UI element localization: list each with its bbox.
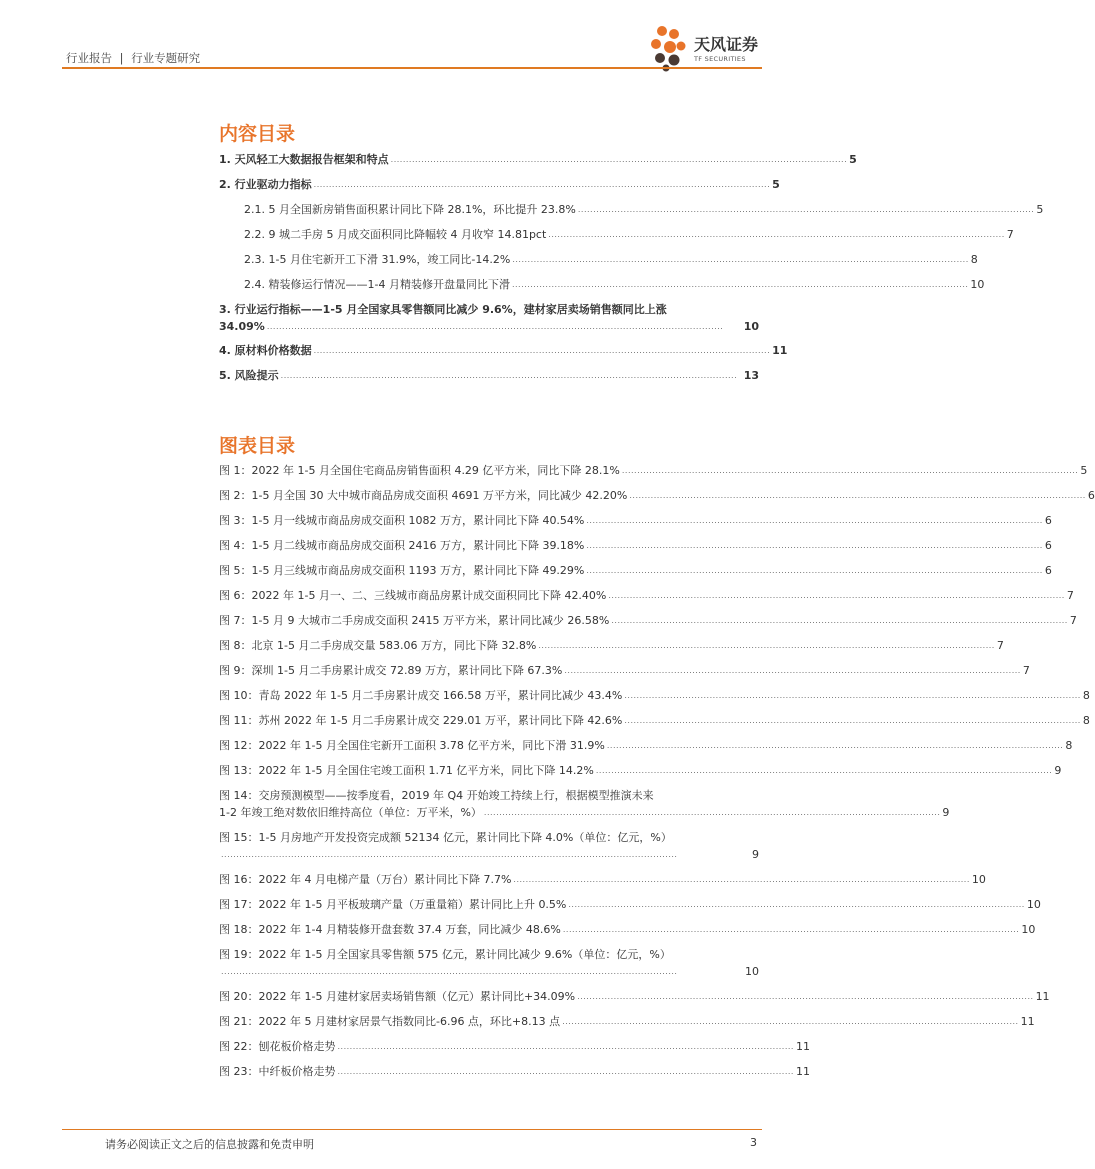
toc-item[interactable]: 4. 原材料价格数据 ...................................................................................................................................................... 11 (219, 344, 788, 357)
toc-item[interactable]: 5. 风险提示 ...................................................................................................................................................... 13 (219, 369, 759, 382)
footer-disclaimer: 请务必阅读正文之后的信息披露和免责申明 (105, 1138, 314, 1151)
figure-item[interactable]: 图 17：2022 年 1-5 月平板玻璃产量（万重量箱）累计同比上升 0.5% ...................................................................................................................................................... 10 (219, 898, 1041, 911)
figure-item[interactable]: 图 14：交房预测模型——按季度看，2019 年 Q4 开始竣工持续上行，根据模型推演未来 1-2 年竣工绝对数依旧维持高位（单位：万平米，%） ...................................................................................................................................................... 9 (219, 789, 950, 819)
logo-subtext: TF SECURITIES (694, 55, 746, 63)
figure-item[interactable]: 图 9：深圳 1-5 月二手房累计成交 72.89 万方，累计同比下降 67.3% ...................................................................................................................................................... 7 (219, 664, 1030, 677)
figure-item[interactable]: 图 11：苏州 2022 年 1-5 月二手房累计成交 229.01 万平，累计同比下降 42.6% ...................................................................................................................................................... 8 (219, 714, 1090, 727)
page-number: 3 (750, 1136, 757, 1149)
figure-item[interactable]: 图 10：青岛 2022 年 1-5 月二手房累计成交 166.58 万平，累计同比减少 43.4% ...................................................................................................................................................... 8 (219, 689, 1090, 702)
figure-item[interactable]: 图 4：1-5 月二线城市商品房成交面积 2416 万方，累计同比下降 39.18% ...................................................................................................................................................... 6 (219, 539, 1052, 552)
toc-item[interactable]: 3. 行业运行指标——1-5 月全国家具零售额同比减少 9.6%，建材家居卖场销售额同比上涨 34.09% ...................................................................................................................................................... 10 (219, 303, 759, 333)
figure-item[interactable]: 图 13：2022 年 1-5 月全国住宅竣工面积 1.71 亿平方米，同比下降 14.2% ...................................................................................................................................................... 9 (219, 764, 1062, 777)
report-category (66, 50, 200, 66)
figure-item[interactable]: 图 19：2022 年 1-5 月全国家具零售额 575 亿元，累计同比减少 9.6%（单位：亿元，%） ...................................................................................................................................................... 10 (219, 948, 759, 978)
figure-item[interactable]: 图 8：北京 1-5 月二手房成交量 583.06 万方，同比下降 32.8% ...................................................................................................................................................... 7 (219, 639, 1004, 652)
flower-logo-icon (648, 24, 690, 72)
figures-title: 图表目录 (219, 435, 296, 457)
figure-item[interactable]: 图 21：2022 年 5 月建材家居景气指数同比-6.96 点，环比+8.13 点 ...................................................................................................................................................... 11 (219, 1015, 1035, 1028)
category-label: 行业报告 (66, 51, 112, 65)
toc-item[interactable]: 2.3. 1-5 月住宅新开工下滑 31.9%，竣工同比-14.2% ...................................................................................................................................................... 8 (244, 253, 978, 266)
figure-item[interactable]: 图 20：2022 年 1-5 月建材家居卖场销售额（亿元）累计同比+34.09% ...................................................................................................................................................... 11 (219, 990, 1050, 1003)
toc-title: 内容目录 (219, 123, 296, 145)
toc-item[interactable]: 1. 天风轻工大数据报告框架和特点 ...................................................................................................................................................... 5 (219, 153, 857, 166)
figure-item[interactable]: 图 15：1-5 月房地产开发投资完成额 52134 亿元，累计同比下降 4.0%（单位：亿元，%） ...................................................................................................................................................... 9 (219, 831, 759, 861)
toc-item[interactable]: 2.1. 5 月全国新房销售面积累计同比下降 28.1%，环比提升 23.8% ...................................................................................................................................................... 5 (244, 203, 1044, 216)
subcategory-label: 行业专题研究 (131, 51, 201, 65)
separator: | (119, 51, 124, 65)
figure-item[interactable]: 图 23：中纤板价格走势 ...................................................................................................................................................... 11 (219, 1065, 810, 1078)
figure-item[interactable]: 图 1：2022 年 1-5 月全国住宅商品房销售面积 4.29 亿平方米，同比下降 28.1% ...................................................................................................................................................... 5 (219, 464, 1088, 477)
figure-item[interactable]: 图 2：1-5 月全国 30 大中城市商品房成交面积 4691 万平方米，同比减少 42.20% ...................................................................................................................................................... 6 (219, 489, 1095, 502)
figure-item[interactable]: 图 22：刨花板价格走势 ...................................................................................................................................................... 11 (219, 1040, 810, 1053)
header-rule (62, 67, 762, 69)
company-logo (648, 22, 768, 72)
logo-text: 天风证券 (694, 35, 759, 54)
footer-rule (62, 1129, 762, 1130)
figure-item[interactable]: 图 3：1-5 月一线城市商品房成交面积 1082 万方，累计同比下降 40.54% ...................................................................................................................................................... 6 (219, 514, 1052, 527)
figure-item[interactable]: 图 7：1-5 月 9 大城市二手房成交面积 2415 万平方米，累计同比减少 26.58% ...................................................................................................................................................... 7 (219, 614, 1077, 627)
figure-item[interactable]: 图 5：1-5 月三线城市商品房成交面积 1193 万方，累计同比下降 49.29% ...................................................................................................................................................... 6 (219, 564, 1052, 577)
figure-item[interactable]: 图 12：2022 年 1-5 月全国住宅新开工面积 3.78 亿平方米，同比下滑 31.9% ...................................................................................................................................................... 8 (219, 739, 1073, 752)
toc-item[interactable]: 2. 行业驱动力指标 ...................................................................................................................................................... 5 (219, 178, 780, 191)
figure-item[interactable]: 图 6：2022 年 1-5 月一、二、三线城市商品房累计成交面积同比下降 42.40% ...................................................................................................................................................... 7 (219, 589, 1074, 602)
figure-item[interactable]: 图 18：2022 年 1-4 月精装修开盘套数 37.4 万套，同比减少 48.6% ...................................................................................................................................................... 10 (219, 923, 1036, 936)
toc-item[interactable]: 2.2. 9 城二手房 5 月成交面积同比降幅较 4 月收窄 14.81pct ...................................................................................................................................................... 7 (244, 228, 1014, 241)
toc-item[interactable]: 2.4. 精装修运行情况——1-4 月精装修开盘量同比下滑 ...................................................................................................................................................... 10 (244, 278, 985, 291)
figure-item[interactable]: 图 16：2022 年 4 月电梯产量（万台）累计同比下降 7.7% ...................................................................................................................................................... 10 (219, 873, 986, 886)
